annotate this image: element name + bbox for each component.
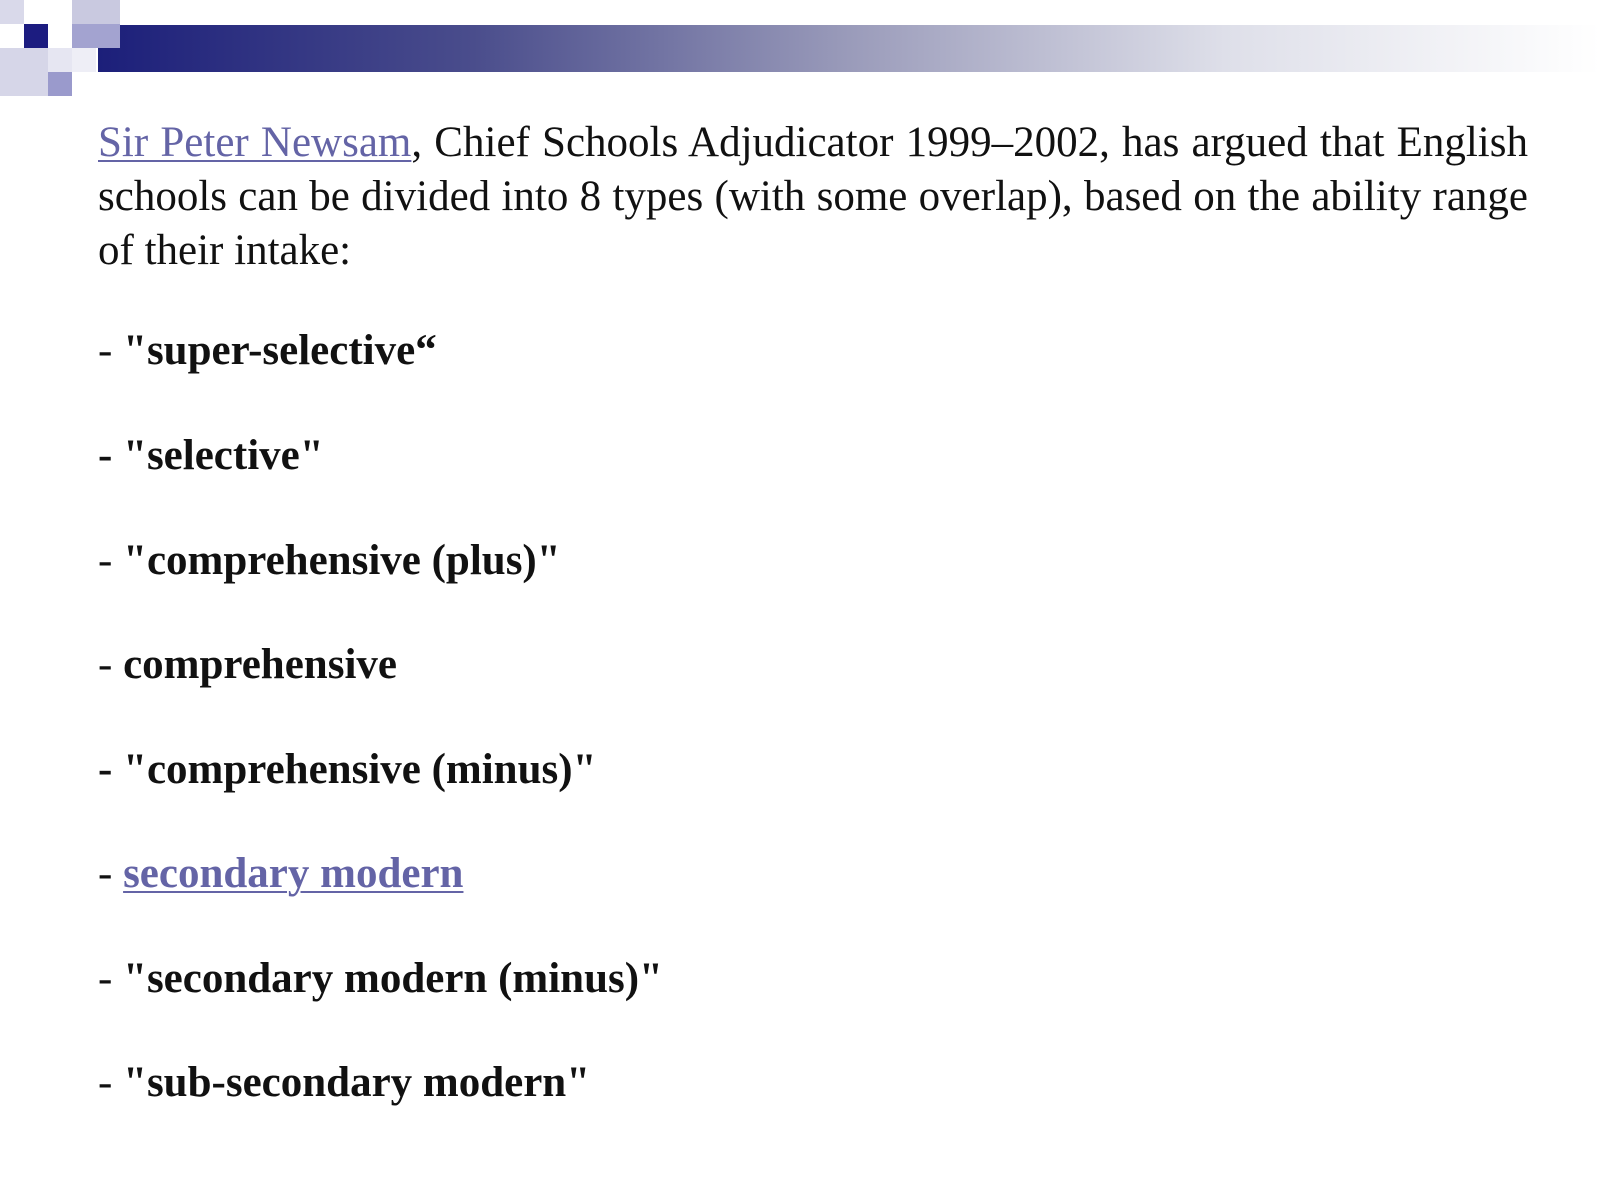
slide-body bbox=[98, 116, 1528, 1106]
header-decor-square bbox=[72, 24, 120, 48]
type-label: "selective" bbox=[123, 432, 324, 479]
header-decor-square bbox=[0, 0, 24, 24]
type-label: "sub-secondary modern" bbox=[123, 1059, 591, 1106]
type-label: comprehensive bbox=[123, 641, 397, 688]
sir-peter-newsam-link[interactable]: Sir Peter Newsam bbox=[98, 119, 412, 166]
secondary-modern-link[interactable]: secondary modern bbox=[123, 850, 464, 897]
list-item: - "super-selective“ bbox=[98, 327, 437, 374]
intro-paragraph bbox=[98, 116, 1528, 278]
header-decor-square bbox=[72, 0, 120, 24]
list-item: - "selective" bbox=[98, 432, 324, 479]
header-decor-square bbox=[24, 24, 48, 48]
header-decor-square bbox=[48, 48, 72, 72]
header-gradient-bar bbox=[98, 25, 1600, 72]
header-decor-square bbox=[48, 72, 72, 96]
type-label: "comprehensive (plus)" bbox=[123, 537, 561, 584]
header-decor-square bbox=[0, 48, 48, 96]
type-label: "super-selective“ bbox=[123, 327, 437, 374]
intro-text: , Chief Schools Adjudicator 1999–2002, has argued that English schools can be divided into 8 types (with some overlap), based on the ability range of their intake: bbox=[98, 119, 1528, 274]
list-item: - "sub-secondary modern" bbox=[98, 1059, 591, 1106]
list-item: - secondary modern bbox=[98, 850, 464, 897]
list-item: - comprehensive bbox=[98, 641, 397, 688]
list-item: - "secondary modern (minus)" bbox=[98, 955, 663, 1002]
list-item: - "comprehensive (minus)" bbox=[98, 746, 597, 793]
list-item: - "comprehensive (plus)" bbox=[98, 537, 561, 584]
type-label: "comprehensive (minus)" bbox=[123, 746, 597, 793]
type-label: "secondary modern (minus)" bbox=[123, 955, 663, 1002]
header-decor-square bbox=[72, 48, 96, 72]
